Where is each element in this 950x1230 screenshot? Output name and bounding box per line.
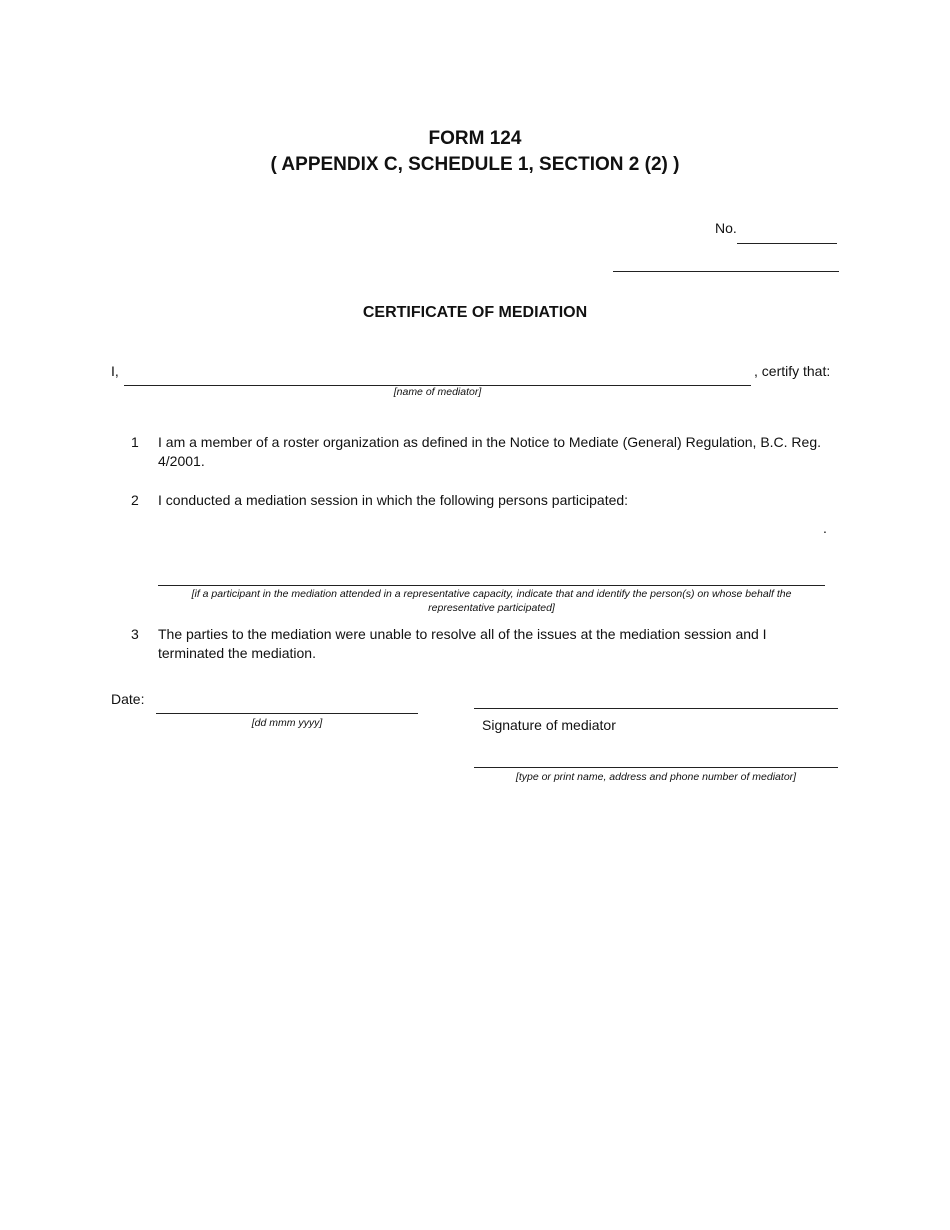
mediator-details-caption: [type or print name, address and phone number of mediator] — [515, 771, 797, 783]
item-2-trailing-mark: . — [823, 520, 827, 536]
mediator-suffix: , certify that: — [754, 363, 831, 379]
certificate-title: CERTIFICATE OF MEDIATION — [362, 304, 588, 321]
number-input-line[interactable] — [737, 243, 837, 244]
mediator-details-line[interactable] — [474, 767, 838, 768]
form-number: FORM 124 — [428, 128, 522, 149]
signature-label: Signature of mediator — [482, 717, 616, 733]
date-caption: [dd mmm yyyy] — [251, 717, 323, 729]
participants-line[interactable] — [158, 585, 825, 586]
item-1-number: 1 — [131, 434, 139, 450]
item-2-number: 2 — [131, 492, 139, 508]
mediator-name-caption: [name of mediator] — [393, 386, 482, 398]
date-label: Date: — [111, 691, 145, 707]
mediator-prefix: I, — [111, 363, 119, 379]
item-1-text: I am a member of a roster organization as defined in the Notice to Mediate (General) Regulation, B.C. Reg. 4/2001. — [158, 434, 822, 469]
item-3-number: 3 — [131, 626, 139, 642]
court-registry-line[interactable] — [613, 271, 839, 272]
form-appendix: ( APPENDIX C, SCHEDULE 1, SECTION 2 (2) ) — [270, 154, 680, 175]
item-3-text: The parties to the mediation were unable to resolve all of the issues at the mediation session and I terminated the mediation. — [158, 626, 767, 661]
date-input-line[interactable] — [156, 713, 418, 714]
participants-caption: [if a participant in the mediation attended in a representative capacity, indicate that and identify the person(s) on whose behalf the representative participated] — [191, 588, 792, 614]
number-label: No. — [715, 220, 737, 236]
signature-line[interactable] — [474, 708, 838, 709]
item-2-text: I conducted a mediation session in which the following persons participated: — [158, 492, 629, 508]
